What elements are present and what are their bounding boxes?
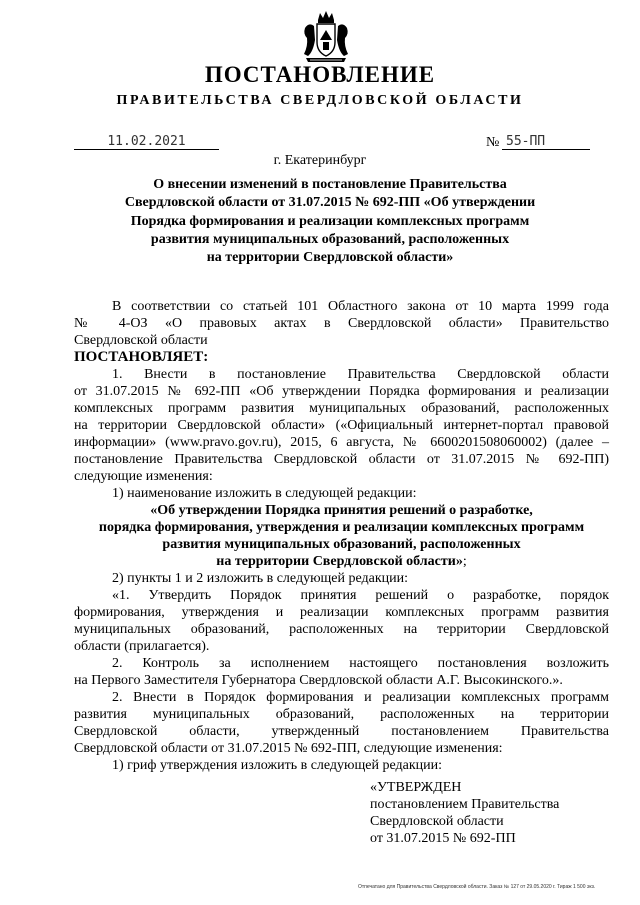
new-title-line xyxy=(74,553,609,570)
item2-line: развития муниципальных образований, расположенных на территории xyxy=(74,707,609,722)
new-title-line: порядка формирования, утверждения и реализации комплексных программ xyxy=(98,520,585,535)
new-title-end: ; xyxy=(462,554,467,569)
preamble-line: № 4-ОЗ «О правовых актах в Свердловской области» Правительство xyxy=(74,316,609,331)
approval-line: Свердловской области xyxy=(370,814,504,829)
document-type-title: ПОСТАНОВЛЕНИЕ xyxy=(204,62,436,87)
number-label: № xyxy=(486,135,500,150)
item1-line: постановление Правительства Свердловской области от 31.07.2015 № 692-ПП) xyxy=(74,452,609,467)
heading-line: Порядка формирования и реализации комплексных программ xyxy=(130,213,530,229)
item1-line: комплексных программ развития муниципальных образований, расположенных xyxy=(74,401,609,416)
issuer-title: ПРАВИТЕЛЬСТВА СВЕРДЛОВСКОЙ ОБЛАСТИ xyxy=(116,93,524,108)
subitem-line: 1) гриф утверждения изложить в следующей редакции: xyxy=(112,758,443,773)
document-number: 55-ПП xyxy=(502,134,590,150)
item2-line: Свердловской области, утвержденный постановлением Правительства xyxy=(74,724,609,739)
city-line: г. Екатеринбург xyxy=(273,153,367,168)
item1-line: на территории Свердловской области» («Официальный интернет-портал правовой xyxy=(74,418,609,433)
approval-line: от 31.07.2015 № 692-ПП xyxy=(370,831,516,846)
approval-line: «УТВЕРЖДЕН xyxy=(370,780,462,795)
point2-line: на Первого Заместителя Губернатора Свердловской области А.Г. Высокинского.». xyxy=(74,673,563,688)
point2-line: 2. Контроль за исполнением настоящего постановления возложить xyxy=(112,656,609,671)
item1-line: информации» (www.pravo.gov.ru), 2015, 6 августа, № 6600201508060002) (далее – xyxy=(74,435,609,450)
preamble-line: Свердловской области xyxy=(74,333,208,348)
heading-line: О внесении изменений в постановление Правительства xyxy=(153,177,507,192)
document-date: 11.02.2021 xyxy=(74,134,219,150)
subitem-line: 2) пункты 1 и 2 изложить в следующей редакции: xyxy=(112,571,409,586)
heading-line: развития муниципальных образований, расположенных xyxy=(150,231,510,247)
preamble-line: В соответствии со статьей 101 Областного закона от 10 марта 1999 года xyxy=(112,299,609,314)
item1-line: следующие изменения: xyxy=(74,469,213,484)
approval-line: постановлением Правительства xyxy=(370,797,560,812)
item2-line: Свердловской области от 31.07.2015 № 692-ПП, следующие изменения: xyxy=(74,741,503,756)
item1-line: 1. Внести в постановление Правительства Свердловской области xyxy=(112,367,609,382)
subitem-line: 1) наименование изложить в следующей редакции: xyxy=(112,486,417,501)
document-heading xyxy=(100,176,560,267)
point1-line: области (прилагается). xyxy=(74,639,210,654)
new-title-line: развития муниципальных образований, расположенных xyxy=(162,537,521,552)
approval-stamp xyxy=(370,779,559,847)
coat-of-arms-icon xyxy=(300,10,352,64)
point1-line: «1. Утвердить Порядок принятия решений о разработке, порядок xyxy=(112,588,609,603)
resolves-heading: ПОСТАНОВЛЯЕТ: xyxy=(74,349,209,365)
new-title-text: на территории Свердловской области» xyxy=(216,554,463,569)
print-footer: Отпечатано для Правительства Свердловской области. Заказ № 127 от 29.05.2020 г. Тираж 1 500 экз. xyxy=(358,884,596,890)
document-body xyxy=(74,298,609,774)
new-title-line: «Об утверждении Порядка принятия решений о разработке, xyxy=(150,503,533,518)
heading-line: Свердловской области от 31.07.2015 № 692-ПП «Об утверждении xyxy=(124,195,536,211)
item2-line: 2. Внести в Порядок формирования и реализации комплексных программ xyxy=(112,690,609,705)
point1-line: формирования, утверждения и реализации комплексных программ развития xyxy=(74,605,609,620)
heading-line: на территории Свердловской области» xyxy=(206,250,454,266)
item1-line: от 31.07.2015 № 692-ПП «Об утверждении Порядка формирования и реализации xyxy=(74,384,609,399)
point1-line: муниципальных образований, расположенных на территории Свердловской xyxy=(74,622,609,637)
